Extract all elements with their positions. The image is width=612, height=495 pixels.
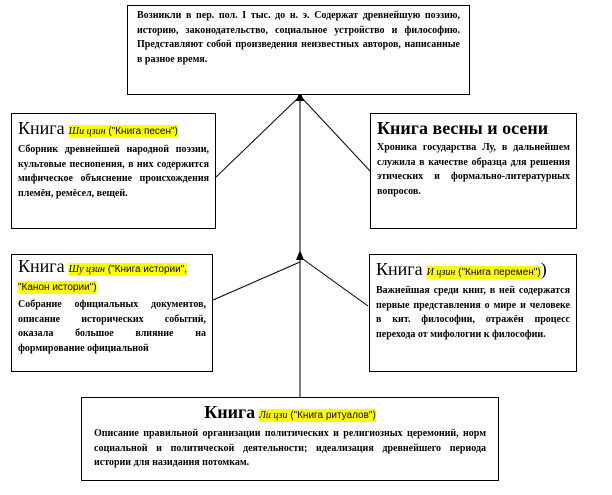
shu-jing-title [18,258,206,296]
box-i-jing [369,254,577,372]
li-jing-title [94,401,486,427]
shi-jing-text: Сборник древнейшей народной поэзии, культовые песнопения, в них содержится мифическое объяснение происхождения племён, ремёсел, вещей. [18,144,209,199]
i-jing-name: И цзин ("Книга перемен") [426,267,541,278]
shi-jing-kniga: Книга [18,118,65,138]
branch-shi-jing [215,98,298,178]
box-shi-jing [11,113,216,229]
shi-jing-title [18,117,209,143]
shu-jing-text: Собрание официальных документов, описание исторических событий, оказала большое влияние на формирование официальной [18,299,206,354]
i-jing-text: Важнейшая среди книг, в ней содержатся первые представления о мире и человеке в кит. философии, отражён процесс перехода от мифологии к философии. [376,285,570,340]
box-vesny-oseni [370,113,577,229]
top-box [127,5,470,95]
i-jing-title: Книга И цзин ("Книга перемен")) [376,259,547,279]
li-jing-text: Описание правильной организации политических и религиозных церемоний, норм социальной и политической деятельности; идеализация древнейшего периода истории для назидания потомкам. [94,428,486,468]
box-li-jing [81,397,499,481]
branch-vesny-oseni [302,98,371,172]
li-jing-name: Ли цзи ("Книга ритуалов") [259,410,376,421]
top-box-text: Возникли в пер. пол. I тыс. до н. э. Содержат древнейшую поэзию, историю, законодательство, социальное устройство и философию. Представляют собой произведения неизвестных авторов, написанные в разное время. [137,10,460,65]
li-jing-kniga: Книга [204,402,256,422]
arrowhead-mid [296,250,304,260]
vesny-oseni-text: Хроника государства Лу, в дальнейшем служила в качестве образца для решения этических и формально-литературных вопросов. [377,142,570,197]
shu-jing-name: Шу цзин ("Книга истории", "Канон истории") [18,264,188,293]
branch-i-jing [300,257,368,306]
shu-jing-kniga: Книга [18,256,65,276]
branch-shu-jing [213,262,300,300]
vesny-oseni-title: Книга весны и осени [377,118,549,138]
i-jing-kniga: Книга [376,259,423,279]
shi-jing-name: Ши цзин ("Книга песен") [68,126,178,137]
box-shu-jing [11,254,213,372]
